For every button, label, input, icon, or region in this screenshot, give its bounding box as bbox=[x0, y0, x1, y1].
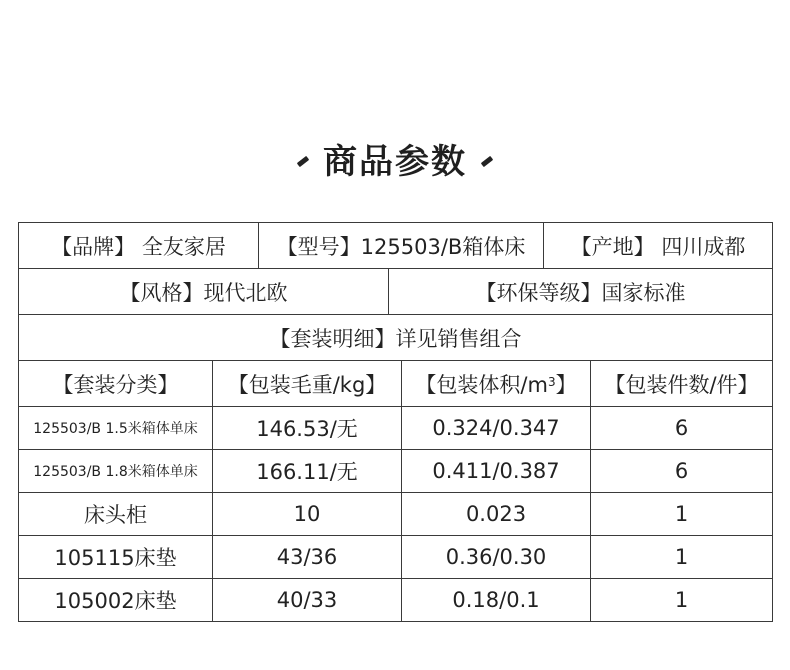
count-cell: 1 bbox=[591, 536, 773, 579]
page-title: 商品参数 bbox=[323, 141, 467, 182]
set-detail-cell: 【套装明细】详见销售组合 bbox=[19, 315, 773, 361]
slash-decoration-left bbox=[297, 155, 310, 166]
category-header: 【套装分类】 bbox=[19, 361, 213, 407]
table-row bbox=[19, 579, 773, 622]
volume-header-close: 】 bbox=[555, 372, 577, 397]
count-cell: 6 bbox=[591, 450, 773, 493]
category-cell: 125503/B 1.5米箱体单床 bbox=[19, 407, 213, 450]
volume-cell: 0.023 bbox=[402, 493, 591, 536]
origin-cell: 【产地】 四川成都 bbox=[544, 223, 773, 269]
volume-cell: 0.411/0.387 bbox=[402, 450, 591, 493]
weight-cell: 166.11/无 bbox=[213, 450, 402, 493]
product-spec-table bbox=[18, 222, 773, 622]
weight-cell: 43/36 bbox=[213, 536, 402, 579]
count-cell: 6 bbox=[591, 407, 773, 450]
count-cell: 1 bbox=[591, 493, 773, 536]
table-row bbox=[19, 536, 773, 579]
volume-cell: 0.324/0.347 bbox=[402, 407, 591, 450]
category-cell: 105002床垫 bbox=[19, 579, 213, 622]
volume-cell: 0.18/0.1 bbox=[402, 579, 591, 622]
category-cell: 125503/B 1.8米箱体单床 bbox=[19, 450, 213, 493]
table-row bbox=[19, 269, 773, 315]
category-cell: 105115床垫 bbox=[19, 536, 213, 579]
table-row bbox=[19, 223, 773, 269]
table-row bbox=[19, 450, 773, 493]
weight-cell: 10 bbox=[213, 493, 402, 536]
volume-header: 【包装体积/m $^3$ 】 bbox=[402, 361, 591, 407]
brand-cell: 【品牌】 全友家居 bbox=[19, 223, 259, 269]
count-cell: 1 bbox=[591, 579, 773, 622]
category-cell: 床头柜 bbox=[19, 493, 213, 536]
volume-cell: 0.36/0.30 bbox=[402, 536, 591, 579]
table-row bbox=[19, 315, 773, 361]
weight-header: 【包装毛重/kg】 bbox=[213, 361, 402, 407]
table-row bbox=[19, 493, 773, 536]
section-header bbox=[0, 130, 790, 186]
slash-decoration-right bbox=[481, 155, 494, 166]
volume-header-label: 【包装体积/m bbox=[415, 372, 548, 397]
table-row bbox=[19, 407, 773, 450]
weight-cell: 146.53/无 bbox=[213, 407, 402, 450]
model-cell: 【型号】125503/B箱体床 bbox=[259, 223, 544, 269]
style-cell: 【风格】现代北欧 bbox=[19, 269, 389, 315]
weight-cell: 40/33 bbox=[213, 579, 402, 622]
table-header-row bbox=[19, 361, 773, 407]
count-header: 【包装件数/件】 bbox=[591, 361, 773, 407]
eco-level-cell: 【环保等级】国家标准 bbox=[389, 269, 773, 315]
